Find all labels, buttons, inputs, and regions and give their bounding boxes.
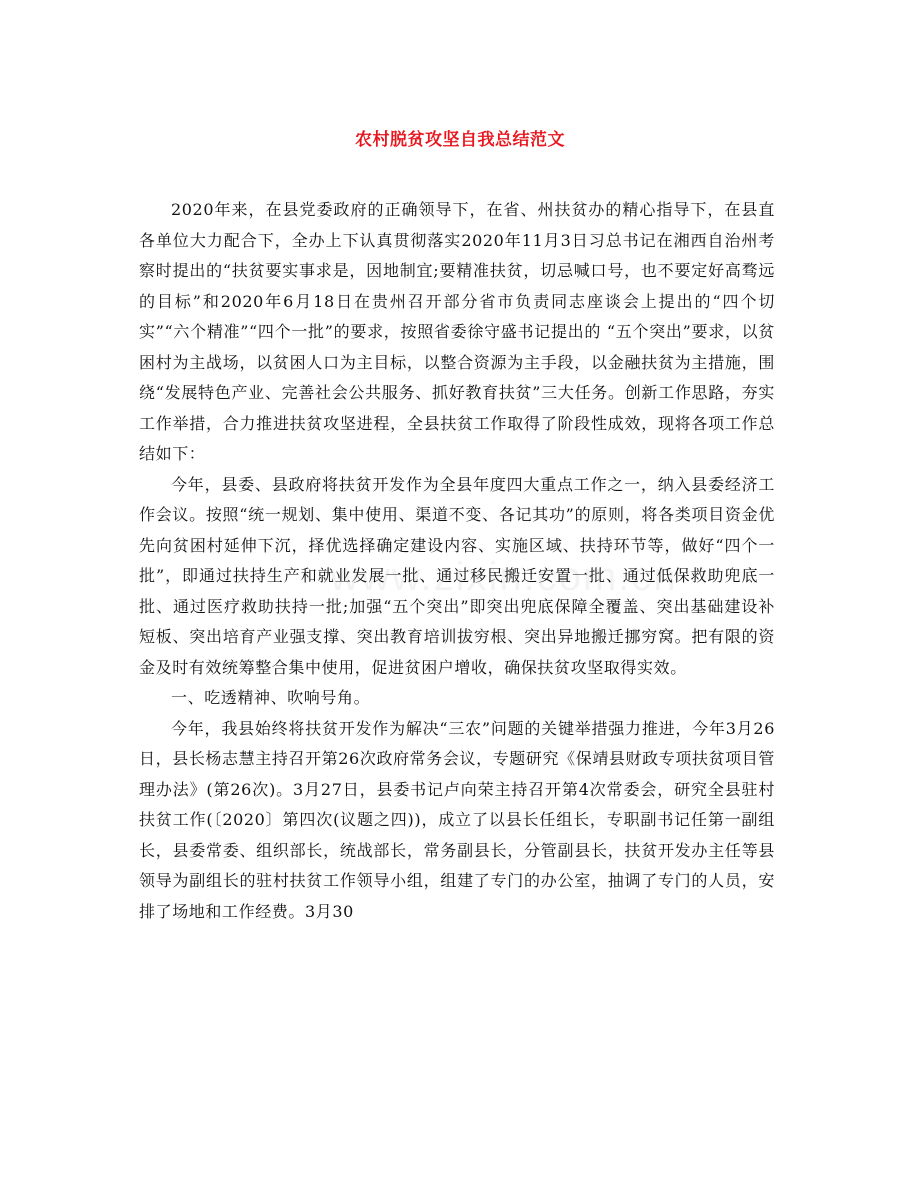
paragraph: 今年，县委、县政府将扶贫开发作为全县年度四大重点工作之一，纳入县委经济工作会议。按照“统一规划、集中使用、渠道不变、各记其功”的原则，将各类项目资金优先向贫困村延伸下沉，择优选择确定建设内容、实施区域、扶持环节等，做好“四个一批”，即通过扶持生产和就业发展一批、通过移民搬迁安置一批、通过低保救助兜底一批、通过医疗救助扶持一批;加强“五个突出”即突出兜底保障全覆盖、突出基础建设补短板、突出培育产业强支撑、突出教育培训拔穷根、突出异地搬迁挪穷窝。把有限的资金及时有效统筹整合集中使用，促进贫困户增收，确保扶贫攻坚取得实效。 xyxy=(139,474,775,677)
paragraph: 2020年来，在县党委政府的正确领导下，在省、州扶贫办的精心指导下，在县直各单位大力配合下，全办上下认真贯彻落实2020年11月3日习总书记在湘西自治州考察时提出的“扶贫要实事求是，因地制宜;要精准扶贫，切忌喊口号，也不要定好高骛远的目标”和2020年6月18日在贵州召开部分省市负责同志座谈会上提出的“四个切实”“六个精准”“四个一批”的要求，按照省委徐守盛书记提出的 “五个突出”要求，以贫困村为主战场，以贫困人口为主目标，以整合资源为主手段，以金融扶贫为主措施，围绕“发展特色产业、完善社会公共服务、抓好教育扶贫”三大任务。创新工作思路，夯实工作举措，合力推进扶贫攻坚进程，全县扶贫工作取得了阶段性成效，现将各项工作总结如下： xyxy=(139,200,775,463)
section-heading: 一、吃透精神、吹响号角。 xyxy=(171,688,371,707)
document-title: 农村脱贫攻坚自我总结范文 xyxy=(355,130,565,150)
document-body xyxy=(139,195,775,927)
paragraph: 今年，我县始终将扶贫开发作为解决“三农”问题的关键举措强力推进，今年3月26日，县长杨志慧主持召开第26次政府常务会议，专题研究《保靖县财政专项扶贫项目管理办法》(第26次)。3月27日，县委书记卢向荣主持召开第4次常委会，研究全县驻村扶贫工作(〔2020〕第四次(议题之四))，成立了以县长任组长，专职副书记任第一副组长，县委常委、组织部长，统战部长，常务副县长，分管副县长，扶贫开发办主任等县领导为副组长的驻村扶贫工作领导小组，组建了专门的办公室，抽调了专门的人员，安排了场地和工作经费。3月30 xyxy=(139,718,775,921)
